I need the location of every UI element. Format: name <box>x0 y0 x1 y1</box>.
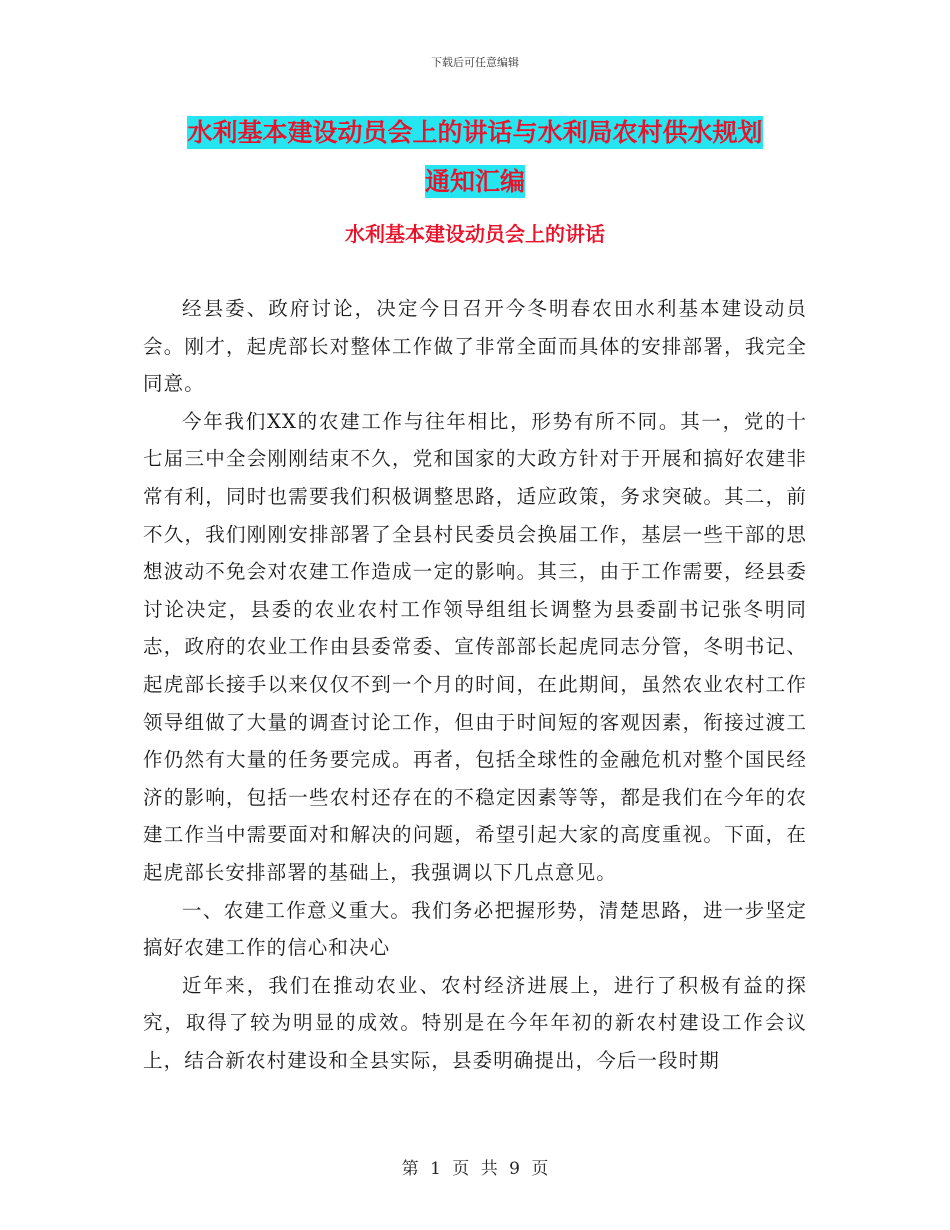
header-note: 下载后可任意编辑 <box>431 56 519 69</box>
document-title <box>140 108 810 206</box>
document-body <box>143 290 807 1079</box>
page-number-footer: 第 1 页 共 9 页 <box>401 1159 549 1179</box>
document-title-line-1: 水利基本建设动员会上的讲话与水利局农村供水规划 <box>187 118 763 147</box>
paragraph: 一、农建工作意义重大。我们务必把握形势，清楚思路，进一步坚定搞好农建工作的信心和决心 <box>143 898 807 960</box>
paragraph: 今年我们XX的农建工作与往年相比，形势有所不同。其一，党的十七届三中全会刚刚结束不久，党和国家的大政方针对于开展和搞好农建非常有利，同时也需要我们积极调整思路，适应政策，务求突破。其二，前不久，我们刚刚安排部署了全县村民委员会换届工作，基层一些干部的思想波动不免会对农建工作造成一定的影响。其三，由于工作需要，经县委讨论决定，县委的农业农村工作领导组组长调整为县委副书记张冬明同志，政府的农业工作由县委常委、宣传部部长起虎同志分管，冬明书记、起虎部长接手以来仅仅不到一个月的时间，在此期间，虽然农业农村工作领导组做了大量的调查讨论工作，但由于时间短的客观因素，衔接过渡工作仍然有大量的任务要完成。再者，包括全球性的金融危机对整个国民经济的影响，包括一些农村还存在的不稳定因素等等，都是我们在今年的农建工作当中需要面对和解决的问题，希望引起大家的高度重视。下面，在起虎部长安排部署的基础上，我强调以下几点意见。 <box>143 409 807 884</box>
paragraph: 经县委、政府讨论，决定今日召开今冬明春农田水利基本建设动员会。刚才，起虎部长对整体工作做了非常全面而具体的安排部署，我完全同意。 <box>143 297 807 396</box>
document-title-line-2: 通知汇编 <box>424 167 525 196</box>
paragraph: 近年来，我们在推动农业、农村经济进展上，进行了积极有益的探究，取得了较为明显的成效。特别是在今年年初的新农村建设工作会议上，结合新农村建设和全县实际，县委明确提出，今后一段时期 <box>143 973 807 1072</box>
section-title: 水利基本建设动员会上的讲话 <box>345 222 605 246</box>
